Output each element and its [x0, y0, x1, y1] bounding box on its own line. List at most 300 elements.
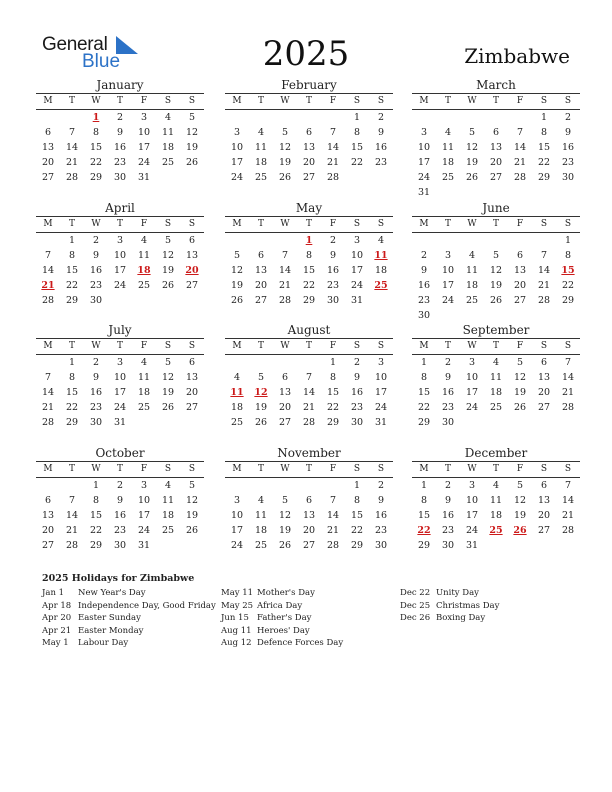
empty-day [297, 355, 321, 370]
calendar-day: 10 [113, 372, 127, 383]
calendar-day: 16 [113, 142, 127, 153]
calendar-day: 30 [113, 172, 127, 183]
calendar-day: 13 [302, 142, 316, 153]
calendar-day: 2 [444, 357, 452, 368]
calendar-day: 9 [564, 127, 572, 138]
calendar-day: 27 [41, 540, 55, 551]
logo-text-blue: Blue [82, 51, 121, 72]
holiday-name: New Year's Day [78, 588, 146, 598]
calendar-day: 13 [41, 510, 55, 521]
holiday-date: Aug 12 [221, 638, 252, 648]
calendar-day: 21 [278, 280, 292, 291]
calendar-day: 21 [302, 402, 316, 413]
calendar-day: 1 [329, 357, 337, 368]
calendar-day: 11 [254, 510, 268, 521]
calendar-day: 28 [326, 540, 340, 551]
weekday-label: M [419, 341, 429, 351]
weekday-label: S [564, 341, 572, 351]
calendar-day: 15 [89, 142, 103, 153]
calendar-day: 17 [465, 510, 479, 521]
calendar-day: 23 [441, 402, 455, 413]
calendar-day: 23 [89, 402, 103, 413]
calendar-day: 6 [540, 357, 548, 368]
calendar-day: 1 [353, 480, 361, 491]
calendar-day: 25 [465, 295, 479, 306]
calendar-day: 26 [254, 417, 268, 428]
calendar-day: 27 [185, 402, 199, 413]
calendar-day: 19 [278, 157, 292, 168]
holiday-name: Easter Sunday [78, 613, 141, 623]
holiday-name: Independence Day, Good Friday [78, 600, 216, 611]
month-july [36, 323, 204, 430]
weekday-label: S [353, 96, 361, 106]
calendar-day: 9 [116, 495, 124, 506]
weekday-label: M [43, 96, 53, 106]
calendar-day: 6 [188, 235, 196, 246]
calendar-day: 22 [65, 402, 79, 413]
calendar-day: 6 [540, 480, 548, 491]
calendar-day: 16 [374, 142, 388, 153]
calendar-day: 23 [374, 157, 388, 168]
calendar-day: 7 [281, 250, 289, 261]
calendar-day: 25 [161, 157, 175, 168]
calendar-day: 3 [468, 357, 476, 368]
calendar-day: 25 [230, 417, 244, 428]
calendar-day: 30 [374, 540, 388, 551]
calendar-day: 23 [417, 295, 431, 306]
calendar-day: 18 [489, 387, 503, 398]
calendar-day: 31 [113, 417, 127, 428]
calendar-day: 30 [113, 540, 127, 551]
weekday-header [225, 94, 393, 110]
empty-day [508, 110, 532, 125]
day-grid [412, 355, 580, 430]
calendar-day: 6 [281, 372, 289, 383]
empty-day [36, 478, 60, 493]
weekday-label: W [280, 219, 290, 229]
calendar-day: 9 [329, 250, 337, 261]
calendar-day: 4 [257, 495, 265, 506]
calendar-day: 13 [537, 372, 551, 383]
weekday-label: T [305, 96, 312, 106]
holiday-item [400, 587, 499, 600]
holiday-day: 22 [417, 525, 431, 536]
calendar-day: 28 [561, 525, 575, 536]
weekday-header [412, 94, 580, 110]
calendar-day: 28 [41, 417, 55, 428]
month-november [225, 446, 393, 553]
calendar-day: 28 [537, 295, 551, 306]
calendar-day: 5 [492, 250, 500, 261]
day-grid [225, 233, 393, 308]
calendar-day: 11 [465, 265, 479, 276]
calendar-day: 29 [65, 417, 79, 428]
calendar-day: 28 [513, 172, 527, 183]
calendar-day: 13 [513, 265, 527, 276]
month-may [225, 201, 393, 308]
weekday-label: S [164, 464, 172, 474]
calendar-day: 25 [137, 280, 151, 291]
empty-day [508, 233, 532, 248]
calendar-day: 20 [41, 525, 55, 536]
calendar-day: 14 [326, 142, 340, 153]
calendar-day: 26 [278, 540, 292, 551]
month-name: February [225, 78, 393, 94]
weekday-label: S [377, 96, 385, 106]
calendar-day: 9 [420, 265, 428, 276]
calendar-day: 24 [230, 172, 244, 183]
holiday-item [42, 637, 216, 650]
weekday-label: S [377, 341, 385, 351]
calendar-day: 17 [137, 142, 151, 153]
calendar-day: 2 [564, 112, 572, 123]
calendar-day: 14 [326, 510, 340, 521]
calendar-day: 20 [41, 157, 55, 168]
calendar-day: 3 [116, 235, 124, 246]
calendar-day: 13 [537, 495, 551, 506]
calendar-day: 16 [561, 142, 575, 153]
empty-day [484, 110, 508, 125]
calendar-day: 22 [326, 402, 340, 413]
day-grid [412, 110, 580, 200]
weekday-label: S [540, 219, 548, 229]
calendar-day: 30 [89, 295, 103, 306]
holiday-name: Boxing Day [436, 613, 486, 623]
calendar-day: 7 [44, 250, 52, 261]
calendar-day: 14 [513, 142, 527, 153]
weekday-label: T [444, 219, 451, 229]
month-name: September [412, 323, 580, 339]
calendar-day: 23 [113, 157, 127, 168]
holiday-date: Jun 15 [221, 613, 249, 623]
empty-day [436, 233, 460, 248]
holiday-item [42, 625, 216, 638]
calendar-day: 10 [465, 495, 479, 506]
calendar-day: 21 [41, 402, 55, 413]
calendar-day: 20 [302, 525, 316, 536]
weekday-label: T [116, 464, 123, 474]
weekday-label: F [516, 341, 524, 351]
calendar-day: 16 [113, 510, 127, 521]
calendar-day: 18 [489, 510, 503, 521]
calendar-day: 1 [420, 357, 428, 368]
calendar-day: 10 [374, 372, 388, 383]
calendar-day: 3 [140, 112, 148, 123]
calendar-day: 26 [161, 280, 175, 291]
calendar-day: 1 [420, 480, 428, 491]
weekday-label: S [188, 219, 196, 229]
calendar-day: 23 [113, 525, 127, 536]
calendar-day: 25 [254, 172, 268, 183]
calendar-day: 17 [441, 280, 455, 291]
calendar-day: 29 [561, 295, 575, 306]
calendar-day: 20 [489, 157, 503, 168]
day-grid [36, 355, 204, 430]
calendar-day: 27 [537, 525, 551, 536]
calendar-day: 10 [465, 372, 479, 383]
calendar-day: 5 [257, 372, 265, 383]
calendar-day: 30 [441, 417, 455, 428]
month-january [36, 78, 204, 185]
calendar-day: 14 [65, 510, 79, 521]
calendar-day: 19 [489, 280, 503, 291]
weekday-header [36, 462, 204, 478]
weekday-label: T [492, 341, 499, 351]
calendar-day: 12 [278, 142, 292, 153]
calendar-day: 22 [65, 280, 79, 291]
month-name: May [225, 201, 393, 217]
calendar-day: 4 [468, 250, 476, 261]
calendar-day: 3 [140, 480, 148, 491]
calendar-day: 17 [417, 157, 431, 168]
calendar-day: 10 [230, 510, 244, 521]
calendar-day: 19 [185, 510, 199, 521]
weekday-label: S [540, 96, 548, 106]
weekday-label: T [305, 341, 312, 351]
calendar-day: 7 [564, 480, 572, 491]
calendar-day: 4 [377, 235, 385, 246]
holiday-name: Labour Day [78, 638, 129, 648]
calendar-day: 29 [302, 295, 316, 306]
calendar-day: 9 [377, 127, 385, 138]
calendar-day: 8 [329, 372, 337, 383]
calendar-day: 14 [65, 142, 79, 153]
day-grid [225, 478, 393, 553]
calendar-day: 20 [302, 157, 316, 168]
weekday-label: M [232, 96, 242, 106]
calendar-day: 26 [513, 402, 527, 413]
calendar-day: 17 [374, 387, 388, 398]
calendar-day: 20 [185, 387, 199, 398]
weekday-label: T [257, 219, 264, 229]
weekday-label: W [91, 219, 101, 229]
calendar-day: 7 [516, 127, 524, 138]
calendar-day: 5 [188, 112, 196, 123]
holiday-date: May 1 [42, 638, 69, 648]
calendar-day: 27 [254, 295, 268, 306]
weekday-label: M [232, 341, 242, 351]
weekday-label: M [43, 219, 53, 229]
calendar-day: 15 [65, 387, 79, 398]
calendar-day: 22 [417, 402, 431, 413]
calendar-day: 21 [326, 157, 340, 168]
calendar-day: 11 [489, 495, 503, 506]
holiday-date: Aug 11 [221, 625, 252, 636]
empty-day [412, 110, 436, 125]
calendar-day: 9 [353, 372, 361, 383]
holiday-name: Heroes' Day [257, 625, 310, 636]
holiday-date: Dec 26 [400, 613, 431, 623]
calendar-day: 10 [137, 495, 151, 506]
day-grid [225, 355, 393, 430]
calendar-day: 5 [233, 250, 241, 261]
calendar-day: 21 [65, 157, 79, 168]
empty-day [321, 110, 345, 125]
weekday-label: W [280, 96, 290, 106]
calendar-day: 20 [537, 387, 551, 398]
holiday-day: 25 [374, 280, 388, 291]
weekday-label: S [540, 464, 548, 474]
calendar-day: 3 [377, 357, 385, 368]
calendar-day: 6 [492, 127, 500, 138]
weekday-header [36, 217, 204, 233]
calendar-day: 29 [350, 540, 364, 551]
holiday-item [400, 600, 499, 613]
calendar-day: 14 [41, 265, 55, 276]
calendar-day: 12 [185, 127, 199, 138]
month-name: January [36, 78, 204, 94]
holiday-day: 1 [92, 112, 100, 123]
calendar-day: 29 [417, 540, 431, 551]
calendar-day: 31 [137, 540, 151, 551]
calendar-day: 2 [420, 250, 428, 261]
calendar-day: 27 [185, 280, 199, 291]
calendar-day: 8 [92, 495, 100, 506]
calendar-day: 26 [278, 172, 292, 183]
empty-day [225, 355, 249, 370]
holiday-item [221, 612, 343, 625]
empty-day [225, 110, 249, 125]
calendar-day: 24 [137, 157, 151, 168]
calendar-day: 27 [41, 172, 55, 183]
weekday-label: S [164, 341, 172, 351]
calendar-day: 21 [537, 280, 551, 291]
weekday-label: W [91, 464, 101, 474]
weekday-label: T [257, 96, 264, 106]
calendar-day: 9 [116, 127, 124, 138]
calendar-day: 12 [185, 495, 199, 506]
calendar-day: 24 [350, 280, 364, 291]
calendar-day: 31 [374, 417, 388, 428]
calendar-day: 22 [537, 157, 551, 168]
calendar-day: 24 [113, 280, 127, 291]
calendar-day: 22 [89, 525, 103, 536]
calendar-day: 23 [561, 157, 575, 168]
calendar-day: 8 [68, 250, 76, 261]
calendar-day: 19 [278, 525, 292, 536]
calendar-day: 12 [161, 372, 175, 383]
calendar-day: 11 [161, 127, 175, 138]
holiday-date: Dec 22 [400, 588, 431, 598]
weekday-label: S [353, 219, 361, 229]
calendar-day: 18 [161, 510, 175, 521]
calendar-day: 15 [417, 387, 431, 398]
calendar-day: 17 [113, 265, 127, 276]
calendar-day: 11 [489, 372, 503, 383]
holiday-day: 1 [305, 235, 313, 246]
calendar-day: 11 [254, 142, 268, 153]
calendar-day: 18 [441, 157, 455, 168]
calendar-day: 28 [302, 417, 316, 428]
calendar-day: 23 [374, 525, 388, 536]
empty-day [36, 233, 60, 248]
calendar-day: 31 [417, 187, 431, 198]
weekday-label: T [492, 219, 499, 229]
weekday-label: T [116, 96, 123, 106]
holiday-day: 12 [254, 387, 268, 398]
calendar-day: 2 [377, 112, 385, 123]
calendar-day: 3 [353, 235, 361, 246]
calendar-day: 4 [164, 480, 172, 491]
weekday-label: F [140, 464, 148, 474]
calendar-day: 4 [492, 480, 500, 491]
calendar-day: 18 [254, 157, 268, 168]
weekday-label: T [68, 341, 75, 351]
holiday-day: 15 [561, 265, 575, 276]
calendar-day: 20 [278, 402, 292, 413]
empty-day [60, 478, 84, 493]
calendar-day: 12 [513, 495, 527, 506]
calendar-day: 12 [465, 142, 479, 153]
holidays-title: 2025 Holidays for Zimbabwe [42, 573, 195, 584]
weekday-label: T [444, 341, 451, 351]
empty-day [249, 110, 273, 125]
calendar-day: 7 [305, 372, 313, 383]
empty-day [460, 110, 484, 125]
holiday-item [42, 612, 216, 625]
month-april [36, 201, 204, 308]
empty-day [273, 110, 297, 125]
holiday-day: 20 [185, 265, 199, 276]
calendar-day: 16 [89, 387, 103, 398]
calendar-day: 20 [254, 280, 268, 291]
holiday-item [42, 600, 216, 613]
calendar-day: 31 [465, 540, 479, 551]
calendar-day: 31 [350, 295, 364, 306]
calendar-day: 10 [441, 265, 455, 276]
calendar-day: 21 [65, 525, 79, 536]
weekday-label: F [140, 341, 148, 351]
calendar-day: 7 [68, 495, 76, 506]
year-title: 2025 [262, 34, 350, 74]
calendar-day: 6 [257, 250, 265, 261]
calendar-day: 14 [537, 265, 551, 276]
calendar-day: 6 [188, 357, 196, 368]
calendar-day: 6 [516, 250, 524, 261]
calendar-day: 18 [374, 265, 388, 276]
calendar-day: 26 [489, 295, 503, 306]
calendar-day: 5 [468, 127, 476, 138]
calendar-day: 29 [89, 540, 103, 551]
month-september [412, 323, 580, 430]
calendar-day: 12 [161, 250, 175, 261]
holiday-name: Christmas Day [436, 600, 500, 611]
calendar-day: 9 [444, 372, 452, 383]
calendar-day: 2 [92, 235, 100, 246]
calendar-day: 2 [116, 112, 124, 123]
calendar-day: 24 [230, 540, 244, 551]
calendar-day: 8 [420, 372, 428, 383]
empty-day [249, 355, 273, 370]
calendar-day: 5 [281, 495, 289, 506]
calendar-day: 13 [185, 372, 199, 383]
calendar-day: 31 [137, 172, 151, 183]
calendar-day: 29 [65, 295, 79, 306]
calendar-day: 16 [417, 280, 431, 291]
calendar-day: 3 [468, 480, 476, 491]
calendar-day: 8 [68, 372, 76, 383]
weekday-label: S [564, 96, 572, 106]
empty-day [412, 233, 436, 248]
empty-day [436, 110, 460, 125]
calendar-day: 29 [417, 417, 431, 428]
calendar-day: 19 [254, 402, 268, 413]
calendar-day: 23 [350, 402, 364, 413]
calendar-day: 30 [561, 172, 575, 183]
holiday-name: Easter Monday [78, 625, 144, 636]
calendar-day: 9 [92, 372, 100, 383]
weekday-label: T [444, 96, 451, 106]
